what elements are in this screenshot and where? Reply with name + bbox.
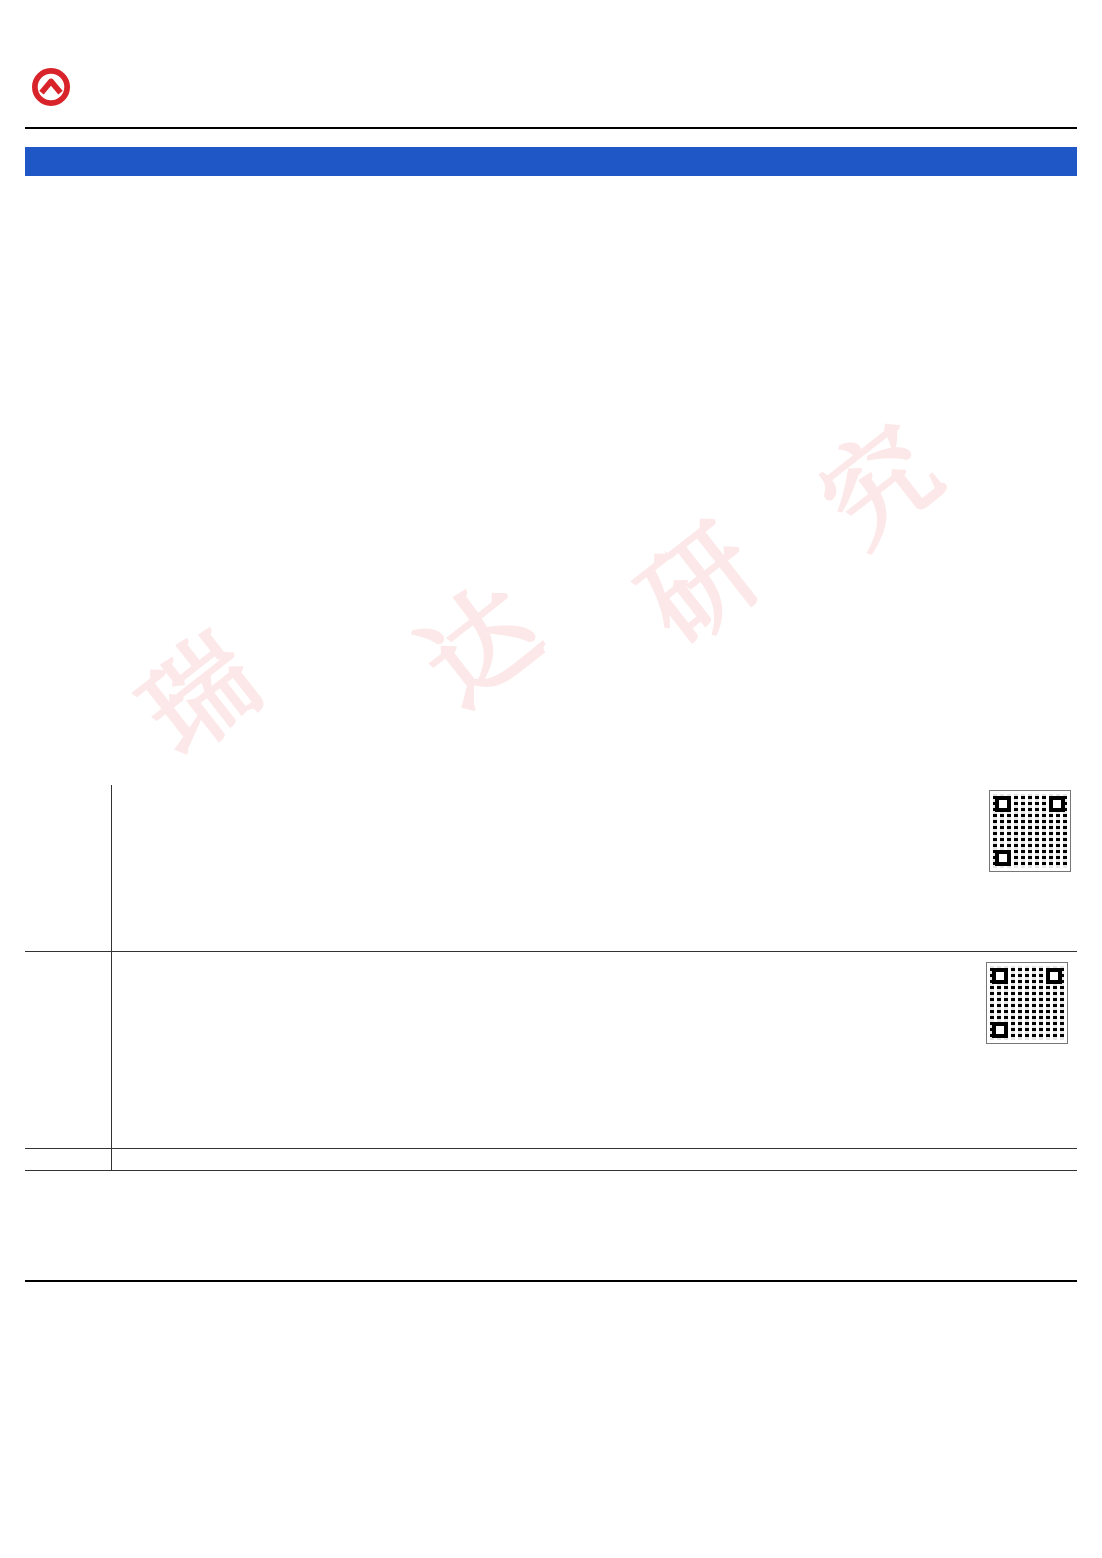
watermark-char-4: 究 [797,401,964,571]
footer-divider [25,1280,1077,1282]
table-header [25,147,1077,176]
focus-category [25,1149,112,1170]
ruida-logo-icon [32,68,70,106]
watermark-char-2: 达 [397,561,564,731]
news-category [25,785,112,951]
header-divider [25,127,1077,129]
qr-code-wechat-icon [987,963,1067,1043]
watermark-char-1: 瑞 [117,611,284,781]
focus-section [25,1148,1077,1171]
watermark-char-3: 研 [617,501,784,671]
summary-category [25,951,112,1148]
summary-section [25,951,1077,1149]
company-logo [32,66,222,110]
industry-news-section [25,785,1077,952]
report-header [0,0,1102,140]
qr-code-icon [990,791,1070,871]
